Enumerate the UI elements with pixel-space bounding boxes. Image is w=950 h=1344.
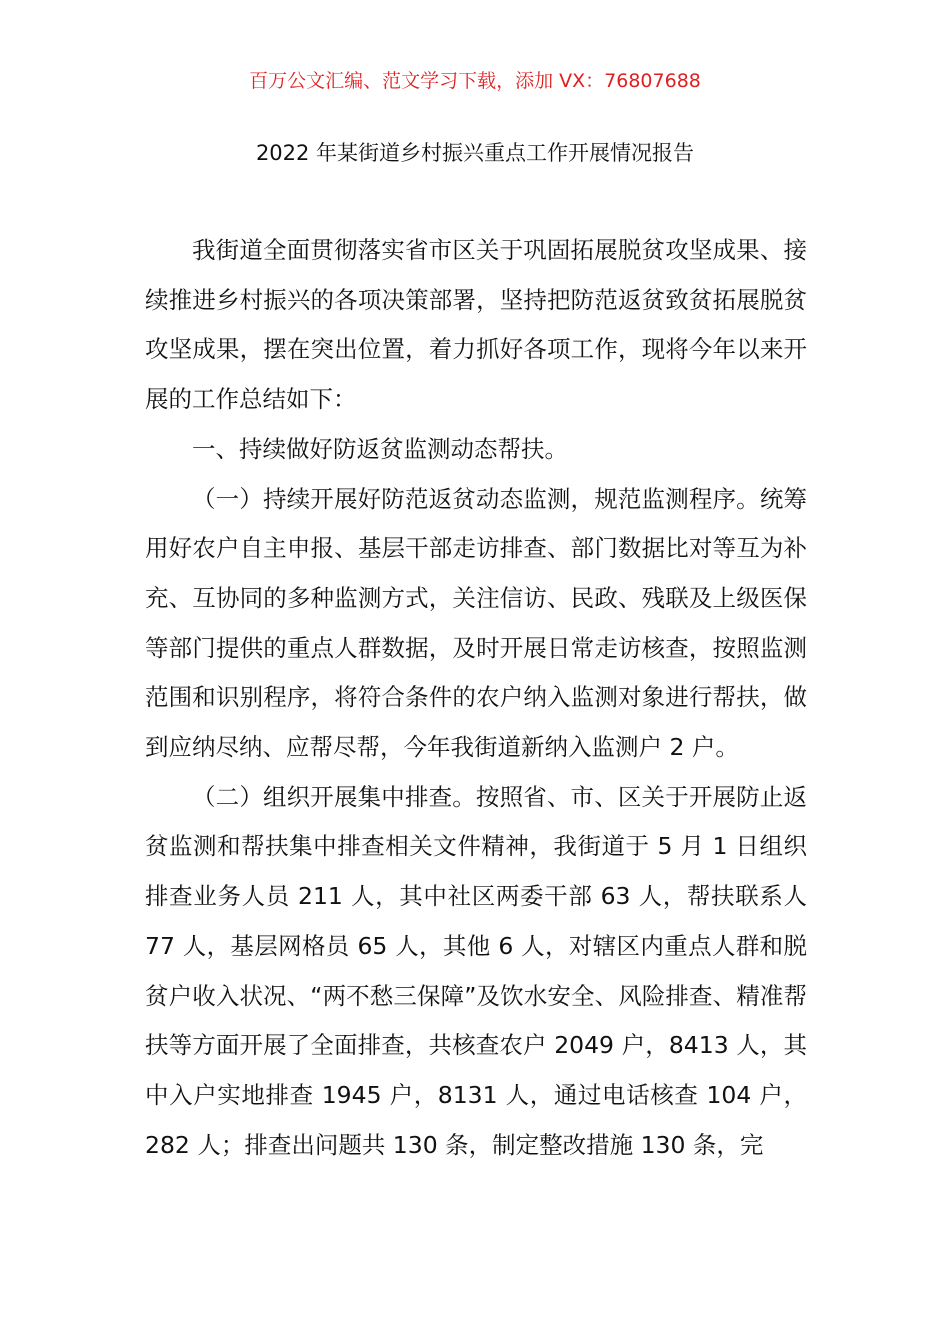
paragraph-section-heading-1: 一、持续做好防返贫监测动态帮扶。 [192, 434, 568, 463]
header-watermark-note: 百万公文汇编、范文学习下载，添加 VX：76807688 [249, 70, 701, 92]
document-title: 2022 年某街道乡村振兴重点工作开展情况报告 [255, 141, 695, 165]
paragraph-subsection-1: （一）持续开展好防范返贫动态监测，规范监测程序。统筹用好农户自主申报、基层干部走访排查、部门数据比对等互为补充、互协同的多种监测方式，关注信访、民政、残联及上级医保等部门提供的重点人群数据，及时开展日常走访核查，按照监测范围和识别程序，将符合条件的农户纳入监测对象进行帮扶，做到应纳尽纳、应帮尽帮，今年我街道新纳入监测户 2 户。 [145, 484, 807, 762]
paragraph-intro: 我街道全面贯彻落实省市区关于巩固拓展脱贫攻坚成果、接续推进乡村振兴的各项决策部署，坚持把防范返贫致贫拓展脱贫攻坚成果，摆在突出位置，着力抓好各项工作，现将今年以来开展的工作总结如下： [145, 236, 807, 414]
paragraph-subsection-2: （二）组织开展集中排查。按照省、市、区关于开展防止返贫监测和帮扶集中排查相关文件精神，我街道于 5 月 1 日组织排查业务人员 211 人，其中社区两委干部 63 人，帮扶联系人 77 人，基层网格员 65 人，其他 6 人，对辖区内重点人群和脱贫户收入状况、“两不愁三保障”及饮水安全、风险排查、精准帮扶等方面开展了全面排查，共核查农户 2049 户，8413 人，其中入户实地排查 1945 户，8131 人，通过电话核查 104 户，282 人；排查出问题共 130 条，制定整改措施 130 条，完 [145, 782, 807, 1159]
document-body [145, 226, 807, 1170]
